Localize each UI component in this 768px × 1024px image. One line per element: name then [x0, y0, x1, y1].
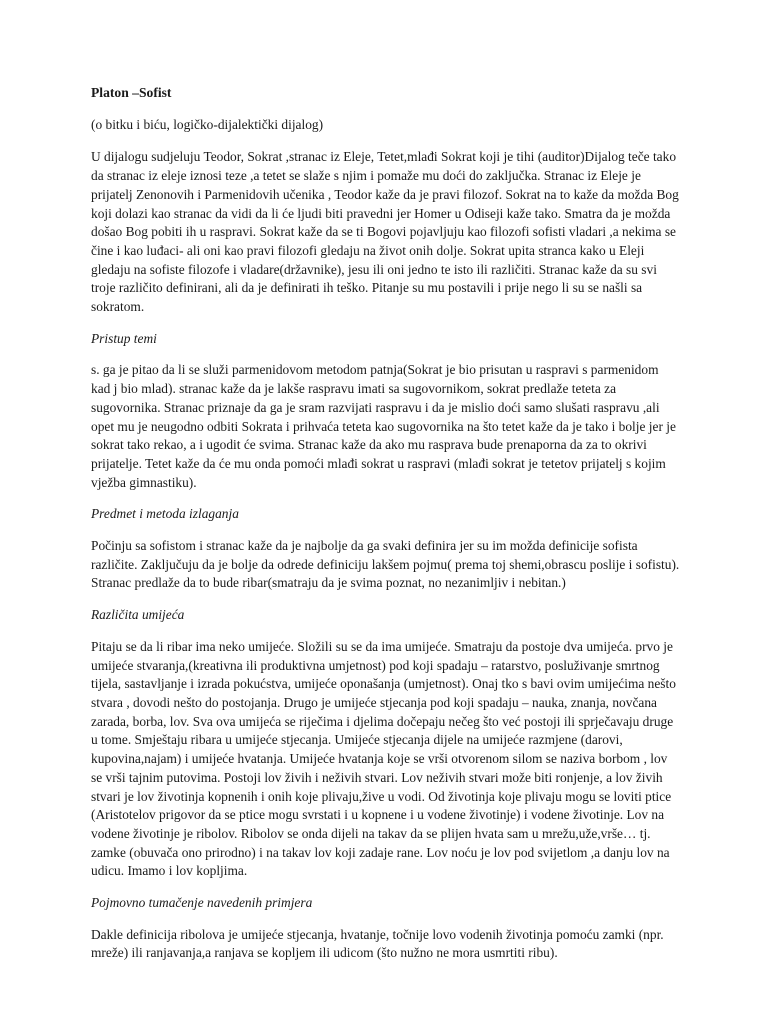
document-title: Platon –Sofist [91, 85, 172, 100]
section-paragraph-predmet-i-metoda: Počinju sa sofistom i stranac kaže da je najbolje da ga svaki definira jer su im možda definicije sofista različite. Zaključuju da je bolje da odrede definiciju lakšem pojmu( prema toj shemi,obrascu poslije i sofistu). Stranac predlaže da to bude ribar(smatraju da je svima poznat, no nezanimljiv i nebitan.) [91, 538, 680, 591]
document-subtitle: (o bitku i biću, logičko-dijalektički dijalog) [91, 116, 324, 132]
section-heading-razlicita-umijeca: Različita umijeća [91, 607, 185, 623]
section-paragraph-razlicita-umijeca: Pitaju se da li ribar ima neko umijeće. Složili su se da ima umijeće. Smatraju da postoje dva umijeća. prvo je umijeće stvaranja,(kreativna ili produktivna umjetnost) pod koji spadaju – ratarstvo, posluživanje smrtnog tijela, sastavljanje i izrada pokućstva, umijeće oponašanja (umjetnost). Onaj tko s bavi ovim umijećima nešto stvara , dovodi nešto do postojanja. Drugo je umijeće stjecanja pod koji spadaju – nauka, znanja, novčana zarada, borba, lov. Sva ova umijeća se riječima i djelima dočepaju nečeg što već postoji ili sprječavaju druge u tome. Smještaju ribara u umijeće stjecanja. Umijeće stjecanja dijele na umijeće razmjene (darovi, kupovina,najam) i umijeće hvatanja. Umijeće hvatanja koje se vrši otvorenom silom se naziva borbom , lov se vrši tajnim putovima. Postoji lov živih i neživih stvari. Lov neživih stvari može biti ronjenje, a lov živih stvari je lov životinja kopnenih i onih koje plivaju,žive u vodi. Od životinja koje plivaju mogu se loviti ptice (Aristotelov prigovor da se ptice mogu svrstati i u kopnene i u vodene životinje) i vodene životinje. Lov na vodene životinje je ribolov. Ribolov se onda dijeli na takav da se plijen hvata sam u mrežu,uže,vrše… tj. zamke (obuvača ono prirodno) i na takav lov koji zadaje rane. Lov noću je lov pod svijetlom ,a danju lov na udicu. Imamo i lov kopljima. [91, 638, 676, 879]
section-heading-pristup-temi: Pristup temi [91, 330, 157, 346]
document-page [91, 84, 681, 976]
section-paragraph-pristup-temi: s. ga je pitao da li se služi parmenidovom metodom patnja(Sokrat je bio prisutan u raspravi s parmenidom kad j bio mlad). stranac kaže da je lakše raspravu imati sa sugovornikom, sokrat predlaže teteta za sugovornika. Stranac priznaje da ga je sram razvijati raspravu i da je mislio doći samo slušati raspravu ,ali opet mu je neugodno odbiti Sokrata i prihvaća teteta kao sugovornika na što tetet kaže da je tako i bolje jer je sokrat tako rekao, a i ugodit će svima. Stranac kaže da ako mu rasprava bude prenaporna da za to okrivi prijatelje. Tetet kaže da će mu onda pomoći mlađi sokrat u raspravi (mlađi sokrat je tetetov prijatelj s kojim vježba gimnastiku). [91, 362, 676, 490]
section-heading-predmet-i-metoda: Predmet i metoda izlaganja [91, 506, 239, 522]
section-paragraph-pojmovno-tumacenje: Dakle definicija ribolova je umijeće stjecanja, hvatanje, točnije lovo vodenih životinja pomoću zamki (npr. mreže) ili ranjavanja,a ranjava se kopljem ili udicom (što nužno ne mora usmrtiti ribu). [91, 926, 664, 961]
intro-paragraph: U dijalogu sudjeluju Teodor, Sokrat ,stranac iz Eleje, Tetet,mlađi Sokrat koji je tihi (auditor)Dijalog teče tako da stranac iz eleje iznosi teze ,a tetet se slaže s njim i pomaže mu doći do zaključka. Stranac iz Eleje je prijatelj Zenonovih i Parmenidovih učenika , Teodor kaže da je pravi filozof. Sokrat na to kaže da možda Bog koji dolazi kao stranac da vidi da li će ljudi biti pravedni jer Homer u Odiseji kaže tako. Smatra da je možda došao Bog pobiti ih u raspravi. Sokrat kaže da se ti Bogovi pojavljuju kao filozofi sofisti vladari ,a nekima se čine i kao luđaci- ali oni kao pravi filozofi gledaju na život onih dolje. Sokrat upita stranca kako u Eleji gledaju na sofiste filozofe i vladare(državnike), jesu ili oni jedno te isto ili različiti. Stranac kaže da su svi troje različito definirani, ali da je definirati ih teško. Pitanje su mu postavili i prije nego li su se našli sa sokratom. [91, 149, 679, 315]
section-heading-pojmovno-tumacenje: Pojmovno tumačenje navedenih primjera [91, 895, 313, 911]
